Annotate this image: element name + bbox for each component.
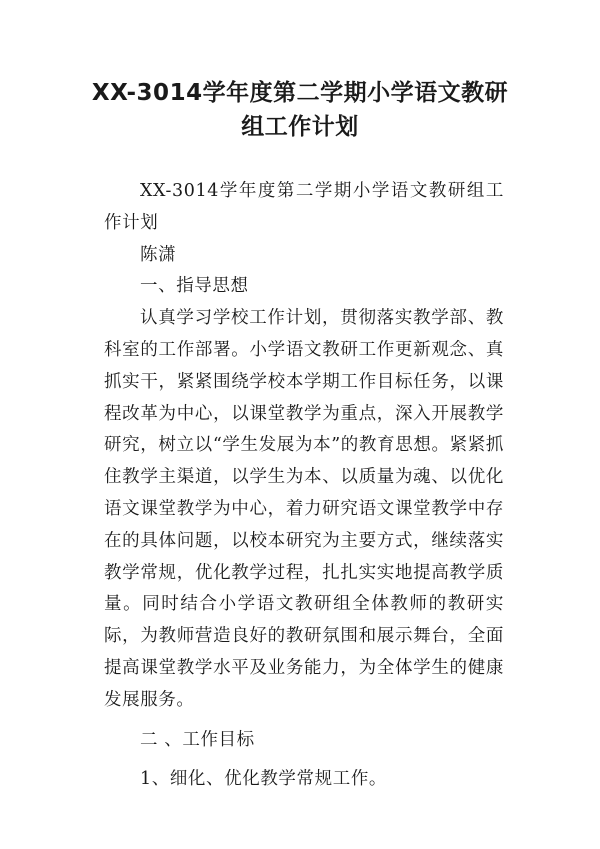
section-heading-guiding-ideology: 一、指导思想 (140, 276, 249, 297)
section-heading-work-goals: 二 、工作目标 (140, 729, 255, 750)
document-body (104, 176, 504, 796)
work-goal-item-1: 1、细化、优化教学常规工作。 (140, 769, 388, 790)
subtitle-paragraph: XX-3014学年度第二学期小学语文教研组工作计划 (104, 181, 504, 233)
author-name: 陈潇 (140, 244, 177, 265)
guiding-ideology-paragraph: 认真学习学校工作计划，贯彻落实教学部、教科室的工作部署。小学语文教研工作更新观念、真抓实干，紧紧围绕学校本学期工作目标任务，以课程改革为中心，以课堂教学为重点，深入开展教学研究，树立以“学生发展为本”的教育思想。紧紧抓住教学主渠道，以学生为本、以质量为魂、以优化语文课堂教学为中心，着力研究语文课堂教学中存在的具体问题，以校本研究为主要方式，继续落实教学常规，优化教学过程，扎扎实实地提高教学质量。同时结合小学语文教研组全体教师的教研实际，为教师营造良好的教研氛围和展示舞台，全面提高课堂教学水平及业务能力，为全体学生的健康发展服务。 (104, 308, 504, 710)
document-title: XX-3014学年度第二学期小学语文教研组工作计划 (91, 80, 509, 140)
